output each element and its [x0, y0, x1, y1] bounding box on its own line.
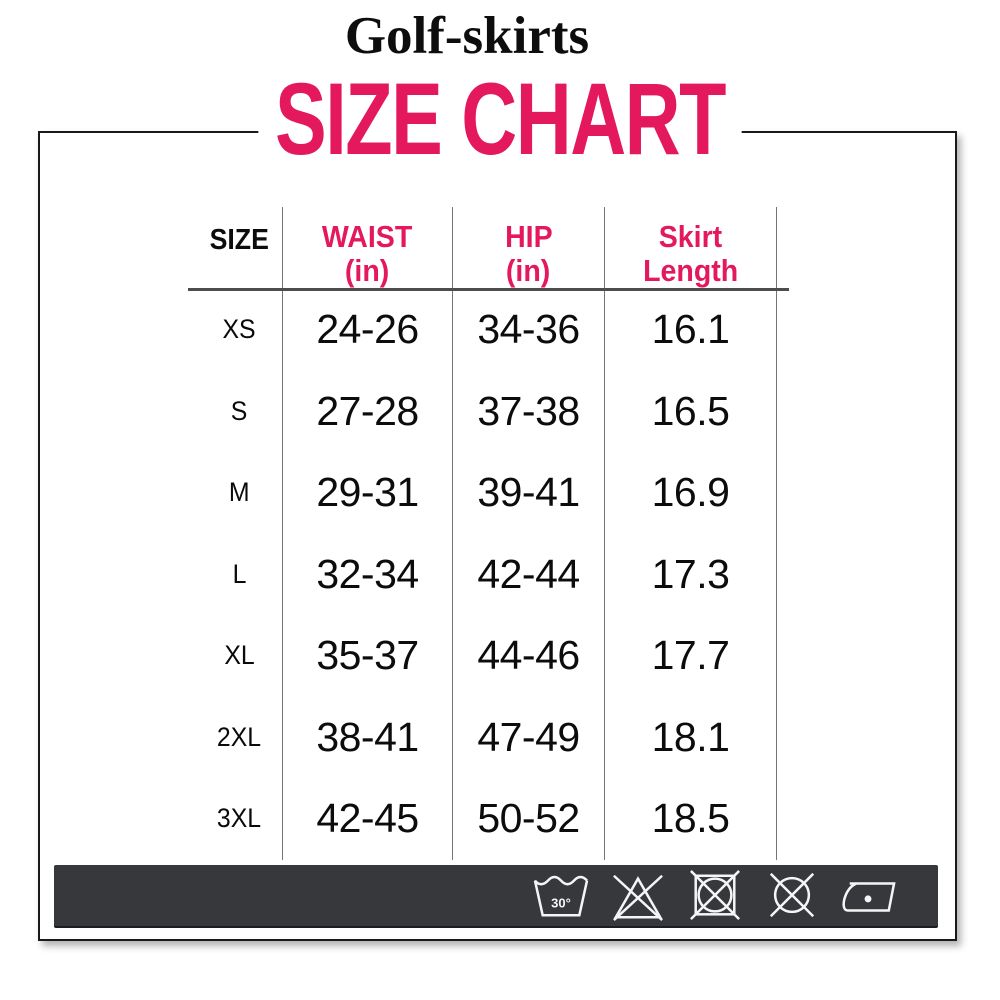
do-not-dry-clean-icon [761, 869, 823, 923]
column-header-waist: WAIST (in) [283, 207, 453, 289]
hip-value-cell: 39-41 [453, 452, 605, 534]
size-label-cell [197, 289, 283, 371]
do-not-bleach-icon [607, 869, 669, 923]
size-label: 2XL [217, 721, 262, 752]
size-label-cell [197, 697, 283, 779]
size-label-cell [197, 615, 283, 697]
waist-value-cell: 38-41 [283, 697, 453, 779]
column-header-skirt-length: Skirt Length [605, 207, 777, 289]
column-header-size [197, 207, 283, 289]
page-title: SIZE CHART [258, 78, 741, 162]
waist-value-cell: 27-28 [283, 371, 453, 453]
brand-title: Golf-skirts [344, 7, 590, 65]
column-header-size-label: SIZE [209, 224, 270, 256]
waist-value-cell: 35-37 [283, 615, 453, 697]
hip-value-cell: 37-38 [453, 371, 605, 453]
size-table [197, 207, 777, 860]
size-label-cell [197, 371, 283, 453]
size-label: L [232, 558, 247, 589]
hip-value-cell: 47-49 [453, 697, 605, 779]
length-value-cell: 16.1 [605, 289, 777, 371]
hip-value-cell: 44-46 [453, 615, 605, 697]
do-not-tumble-dry-icon [684, 869, 746, 923]
size-label: XL [224, 640, 255, 671]
waist-value-cell: 32-34 [283, 534, 453, 616]
size-label-cell [197, 778, 283, 860]
hip-value-cell: 50-52 [453, 778, 605, 860]
length-value-cell: 18.5 [605, 778, 777, 860]
header-underline [188, 288, 789, 291]
length-value-cell: 17.3 [605, 534, 777, 616]
waist-value-cell: 29-31 [283, 452, 453, 534]
wash-temp-label: 30° [551, 895, 571, 911]
hip-value-cell: 34-36 [453, 289, 605, 371]
column-header-hip: HIP (in) [453, 207, 605, 289]
length-value-cell: 18.1 [605, 697, 777, 779]
size-label-cell [197, 452, 283, 534]
hip-value-cell: 42-44 [453, 534, 605, 616]
size-label: M [229, 477, 250, 508]
care-instructions-bar [54, 865, 938, 928]
length-value-cell: 16.9 [605, 452, 777, 534]
size-label: S [231, 395, 248, 426]
machine-wash-30-icon [530, 869, 592, 923]
size-label: 3XL [217, 803, 262, 834]
size-label-cell [197, 534, 283, 616]
waist-value-cell: 42-45 [283, 778, 453, 860]
length-value-cell: 17.7 [605, 615, 777, 697]
length-value-cell: 16.5 [605, 371, 777, 453]
waist-value-cell: 24-26 [283, 289, 453, 371]
iron-low-heat-icon [838, 869, 900, 923]
size-label: XS [222, 314, 257, 345]
